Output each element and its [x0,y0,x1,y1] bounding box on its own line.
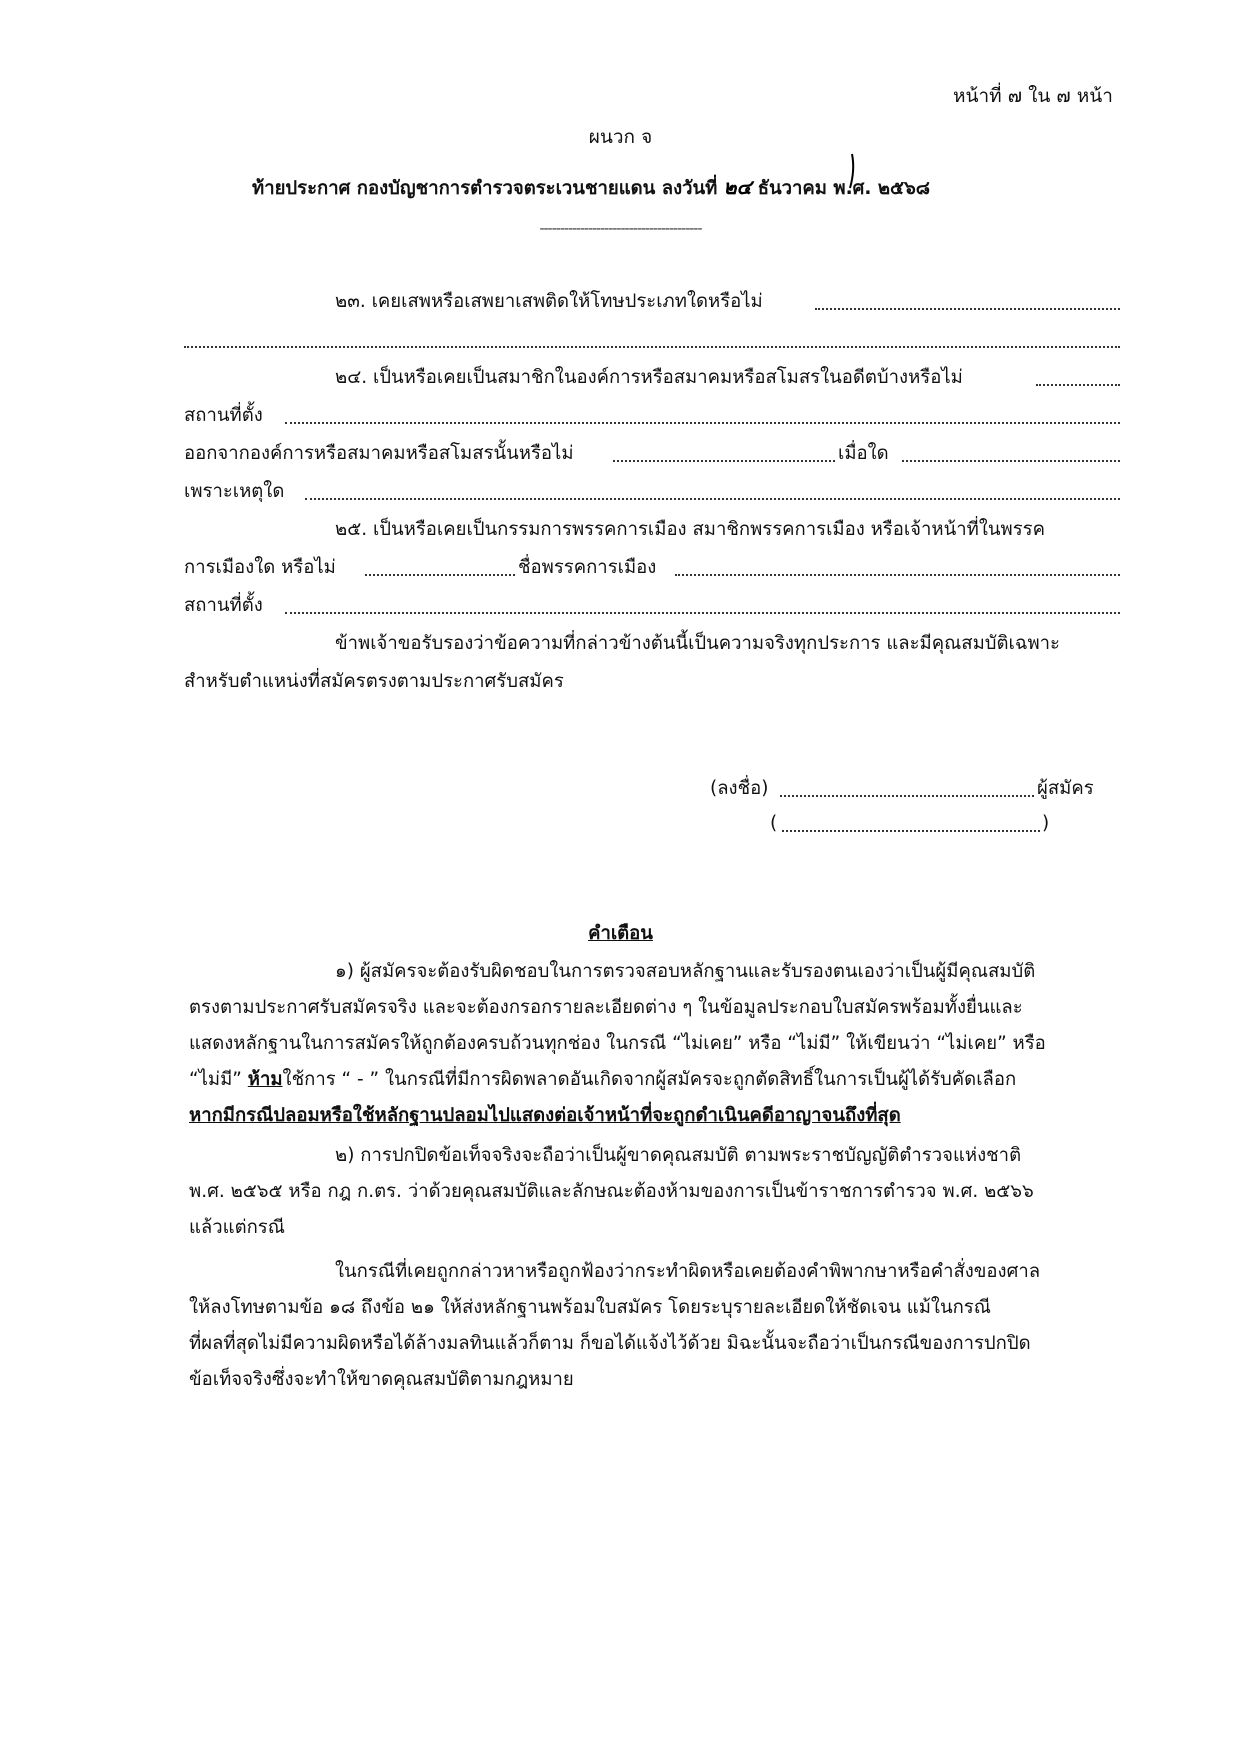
subtitle-after-day: ธันวาคม พ.ศ. ๒๕๖๘ [757,178,931,199]
warning-p1-line-4-a: “ไม่มี” [189,1069,248,1090]
warning-p2-line-3: แล้วแต่กรณี [189,1217,285,1238]
q25-party-name-label: ชื่อพรรคการเมือง [518,557,657,578]
q24-answer-line[interactable] [1036,384,1120,386]
warning-p1-line-3: แสดงหลักฐานในการสมัครให้ถูกต้องครบถ้วนทุกช่อง ในกรณี “ไม่เคย” หรือ “ไม่มี” ให้เขียนว่า “ไม่เคย” หรือ [189,1033,1046,1054]
q25-location-label: สถานที่ตั้ง [184,595,263,616]
declaration-line-1: ข้าพเจ้าขอรับรองว่าข้อความที่กล่าวข้างต้นนี้เป็นความจริงทุกประการ และมีคุณสมบัติเฉพาะ [335,633,1060,654]
q24-reason-label: เพราะเหตุใด [184,481,285,502]
q24-label: ๒๔. เป็นหรือเคยเป็นสมาชิกในองค์การหรือสมาคมหรือสโมสรในอดีตบ้างหรือไม่ [335,367,963,388]
warning-p1-line-4-c: ใช้การ “ - ” ในกรณีที่มีการผิดพลาดอันเกิดจากผู้สมัครจะถูกตัดสิทธิ์ในการเป็นผู้ได้รับคัดเลือก [282,1069,1017,1090]
warning-p3-line-3: ที่ผลที่สุดไม่มีความผิดหรือได้ล้างมลทินแล้วก็ตาม ก็ขอได้แจ้งไว้ด้วย มิฉะนั้นจะถือว่าเป็นกรณีของการปกปิด [189,1333,1031,1354]
handwritten-day: ๒๔ [723,175,752,199]
q24-reason-line[interactable] [305,498,1120,500]
warning-p1-line-5: หากมีกรณีปลอมหรือใช้หลักฐานปลอมไปแสดงต่อเจ้าหน้าที่จะถูกดำเนินคดีอาญาจนถึงที่สุด [189,1105,901,1126]
q24-left-line[interactable] [613,460,835,462]
warning-paragraph-3 [189,1254,1121,1398]
warning-p3-line-1: ในกรณีที่เคยถูกกล่าวหาหรือถูกฟ้องว่ากระทำผิดหรือเคยต้องคำพิพากษาหรือคำสั่งของศาล [335,1261,1041,1282]
q25-party-name-line[interactable] [675,574,1120,576]
warning-p1-line-4 [189,1062,1121,1098]
warning-p1-line-1: ๑) ผู้สมัครจะต้องรับผิดชอบในการตรวจสอบหลักฐานและรับรองตนเองว่าเป็นผู้มีคุณสมบัติ [335,961,1036,982]
sign-label: (ลงชื่อ) [710,778,769,799]
warning-paragraph-2 [189,1138,1121,1246]
page-number: หน้าที่ ๗ ใน ๗ หน้า [953,85,1113,107]
warning-p3-line-2: ให้ลงโทษตามข้อ ๑๘ ถึงข้อ ๒๑ ให้ส่งหลักฐานพร้อมใบสมัคร โดยระบุรายละเอียดให้ชัดเจน แม้ในกรณี [189,1297,991,1318]
warning-p2-line-2: พ.ศ. ๒๕๖๕ หรือ กฎ ก.ตร. ว่าด้วยคุณสมบัติและลักษณะต้องห้ามของการเป็นข้าราชการตำรวจ พ.ศ. ๒๕๖๖ [189,1181,1034,1202]
q24-location-line[interactable] [285,422,1120,424]
signature-line[interactable] [780,795,1034,797]
warning-p2-line-1: ๒) การปกปิดข้อเท็จจริงจะถือว่าเป็นผู้ขาดคุณสมบัติ ตามพระราชบัญญัติตำรวจแห่งชาติ [335,1145,1022,1166]
q25-label: ๒๕. เป็นหรือเคยเป็นกรรมการพรรคการเมือง สมาชิกพรรคการเมือง หรือเจ้าหน้าที่ในพรรค [335,519,1045,540]
q24-when-label: เมื่อใด [838,443,889,464]
printed-name-line[interactable] [782,830,1040,832]
q24-location-label: สถานที่ตั้ง [184,405,263,426]
warning-prohibit: ห้าม [247,1069,283,1090]
warning-p1-line-2: ตรงตามประกาศรับสมัครจริง และจะต้องกรอกรายละเอียดต่าง ๆ ในข้อมูลประกอบใบสมัครพร้อมทั้งยื่นและ [189,997,1023,1018]
header-divider: ---------------------------------------- [539,221,702,237]
warning-p3-line-4: ข้อเท็จจริงซึ่งจะทำให้ขาดคุณสมบัติตามกฎหมาย [189,1369,574,1390]
q23-label: ๒๓. เคยเสพหรือเสพยาเสพติดให้โทษประเภทใดหรือไม่ [335,291,763,312]
name-open-paren: ( [770,813,778,834]
q24-left-label: ออกจากองค์การหรือสมาคมหรือสโมสรนั้นหรือไม่ [184,443,574,464]
announcement-subtitle [252,177,930,199]
q23-answer-line-1[interactable] [815,308,1120,310]
applicant-label: ผู้สมัคร [1037,778,1094,799]
handwriting-stroke-icon [842,152,862,192]
warning-paragraph-1 [189,954,1121,1134]
name-close-paren: ) [1042,813,1050,834]
declaration-line-2: สำหรับตำแหน่งที่สมัครตรงตามประกาศรับสมัคร [184,671,564,692]
q25-location-line[interactable] [285,612,1120,614]
q25-line2-label: การเมืองใด หรือไม่ [184,557,336,578]
q24-when-line[interactable] [902,460,1120,462]
warning-title: คำเตือน [588,923,653,944]
q25-membership-line[interactable] [365,574,515,576]
q23-answer-line-2[interactable] [184,346,1120,348]
subtitle-before-day: ท้ายประกาศ กองบัญชาการตำรวจตระเวนชายแดน ลงวันที่ [252,178,718,199]
annex-title: ผนวก จ [588,126,653,148]
